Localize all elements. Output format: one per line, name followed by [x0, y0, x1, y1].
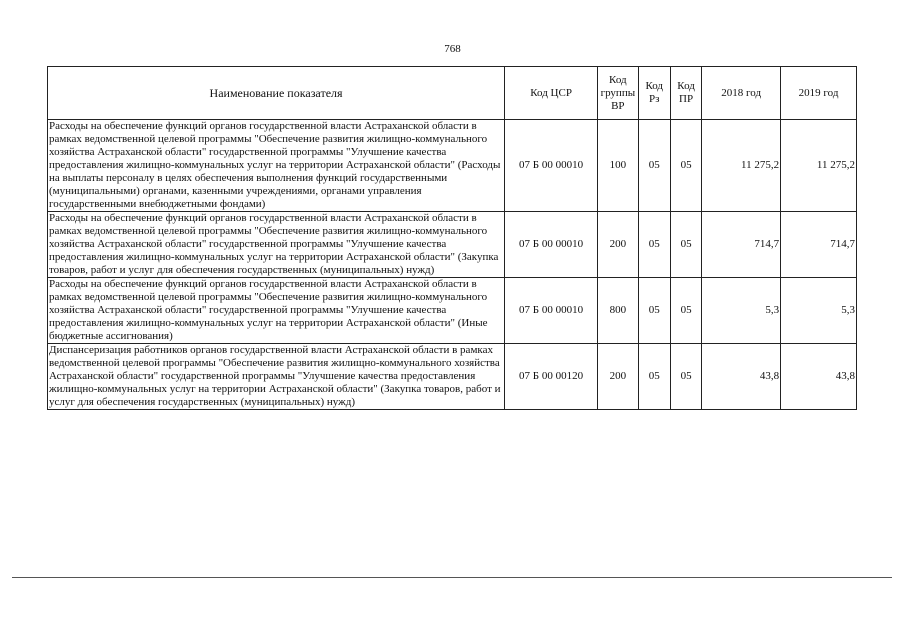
- row-name: Расходы на обеспечение функций органов государственной власти Астраханской области в рамках ведомственной целевой программы "Обеспечение развития жилищно-коммунального хозяйства Астраханской области" государственной программы "Улучшение качества предоставления жилищно-коммунальных услуг на территории Астраханской области" (Расходы на выплаты персоналу в целях обеспечения выполнения функций государственными (муниципальными) органами, казенными учреждениями, органами управления государственными внебюджетными фондами): [48, 120, 505, 212]
- row-pr: 05: [670, 120, 701, 212]
- table-body: [48, 120, 857, 410]
- table-row: [48, 212, 857, 278]
- row-2019: 714,7: [781, 212, 857, 278]
- header-row: [48, 67, 857, 120]
- header-rz: Код Рз: [638, 67, 670, 120]
- row-pr: 05: [670, 212, 701, 278]
- row-csr: 07 Б 00 00010: [505, 120, 598, 212]
- header-csr: Код ЦСР: [505, 67, 598, 120]
- header-vr: Код группы ВР: [598, 67, 638, 120]
- row-2018: 5,3: [702, 278, 781, 344]
- row-name: Диспансеризация работников органов государственной власти Астраханской области в рамках ведомственной целевой программы "Обеспечение развития жилищно-коммунального хозяйства Астраханской области" государственной программы "Улучшение качества предоставления жилищно-коммунальных услуг на территории Астраханской области" (Закупка товаров, работ и услуг для обеспечения государственных (муниципальных) нужд): [48, 344, 505, 410]
- row-rz: 05: [638, 344, 670, 410]
- header-pr: Код ПР: [670, 67, 701, 120]
- budget-table: [47, 66, 857, 410]
- row-2019: 11 275,2: [781, 120, 857, 212]
- bottom-rule: [12, 577, 892, 578]
- row-csr: 07 Б 00 00010: [505, 278, 598, 344]
- header-2019: 2019 год: [781, 67, 857, 120]
- row-2018: 714,7: [702, 212, 781, 278]
- header-name: Наименование показателя: [48, 67, 505, 120]
- row-vr: 200: [598, 212, 638, 278]
- row-vr: 800: [598, 278, 638, 344]
- table-header: [48, 67, 857, 120]
- row-2018: 11 275,2: [702, 120, 781, 212]
- table-row: [48, 120, 857, 212]
- row-2018: 43,8: [702, 344, 781, 410]
- row-pr: 05: [670, 278, 701, 344]
- row-rz: 05: [638, 212, 670, 278]
- row-rz: 05: [638, 278, 670, 344]
- row-csr: 07 Б 00 00010: [505, 212, 598, 278]
- table-row: [48, 344, 857, 410]
- row-vr: 100: [598, 120, 638, 212]
- row-2019: 43,8: [781, 344, 857, 410]
- table-row: [48, 278, 857, 344]
- row-name: Расходы на обеспечение функций органов государственной власти Астраханской области в рамках ведомственной целевой программы "Обеспечение развития жилищно-коммунального хозяйства Астраханской области" государственной программы "Улучшение качества предоставления жилищно-коммунальных услуг на территории Астраханской области" (Закупка товаров, работ и услуг для обеспечения государственных (муниципальных) нужд): [48, 212, 505, 278]
- row-name: Расходы на обеспечение функций органов государственной власти Астраханской области в рамках ведомственной целевой программы "Обеспечение развития жилищно-коммунального хозяйства Астраханской области" государственной программы "Улучшение качества предоставления жилищно-коммунальных услуг на территории Астраханской области" (Иные бюджетные ассигнования): [48, 278, 505, 344]
- page-number: 768: [444, 43, 461, 55]
- row-pr: 05: [670, 344, 701, 410]
- row-vr: 200: [598, 344, 638, 410]
- row-csr: 07 Б 00 00120: [505, 344, 598, 410]
- row-rz: 05: [638, 120, 670, 212]
- row-2019: 5,3: [781, 278, 857, 344]
- header-2018: 2018 год: [702, 67, 781, 120]
